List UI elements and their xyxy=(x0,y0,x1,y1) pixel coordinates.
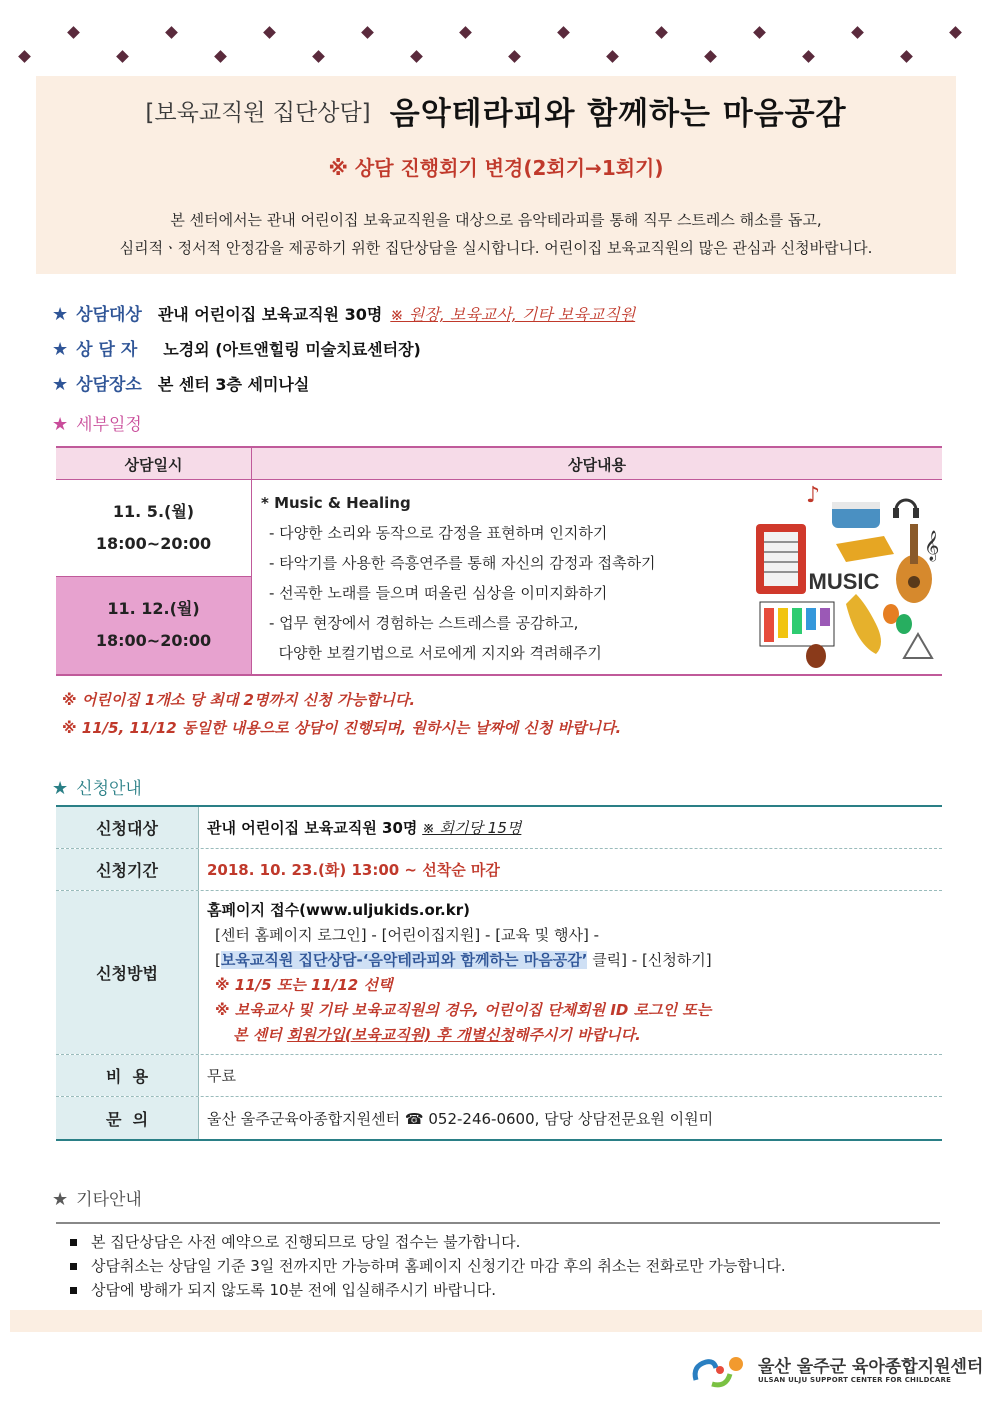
decorative-dot xyxy=(263,26,276,39)
method-note xyxy=(207,1023,934,1048)
row-value xyxy=(199,1097,942,1139)
section-title: 신청안내 xyxy=(76,779,142,799)
schedule-notes xyxy=(62,686,621,742)
row-label: 문 의 xyxy=(56,1097,199,1139)
row-value xyxy=(199,807,942,848)
footer-band xyxy=(10,1310,982,1332)
row-value xyxy=(199,849,942,890)
decorative-dot xyxy=(116,50,129,63)
col-content-header: 상담내용 xyxy=(568,456,626,474)
content-heading: * Music & Healing xyxy=(261,494,411,512)
apply-target-value: 관내 어린이집 보육교직원 30명 xyxy=(207,819,418,837)
table-row xyxy=(56,1097,942,1139)
star-icon: ★ xyxy=(52,339,69,360)
row-label: 비 용 xyxy=(56,1055,199,1096)
col-date-header: 상담일시 xyxy=(124,456,183,474)
apply-table xyxy=(56,805,942,1141)
org-logo xyxy=(690,1350,984,1390)
section-title: 세부일정 xyxy=(76,415,142,435)
note-text: 본 센터 xyxy=(233,1025,287,1044)
row-value xyxy=(199,1055,942,1096)
list-item-text: 상담취소는 상담일 기준 3일 전까지만 가능하며 홈페이지 신청기간 마감 후의 취소는 전화로만 가능합니다. xyxy=(91,1257,786,1275)
note-line: ※ 11/5, 11/12 동일한 내용으로 상담이 진행되며, 원하시는 날짜에 신청 바랍니다. xyxy=(62,719,622,737)
info-value: 노경외 (아트앤힐링 미술치료센터장) xyxy=(163,340,421,359)
org-name-en: ULSAN ULJU SUPPORT CENTER FOR CHILDCARE xyxy=(758,1376,952,1384)
header-banner xyxy=(36,76,956,274)
row-label: 신청방법 xyxy=(56,891,199,1054)
decorative-dot xyxy=(606,50,619,63)
method-note: ※ 보육교사 및 기타 보육교직원의 경우, 어린이집 단체회원 ID 로그인 또는 xyxy=(215,1000,712,1019)
music-instruments-illustration xyxy=(746,484,942,674)
clef-icon: 𝄞 xyxy=(924,531,940,561)
note-text-underlined: 회원가입(보육교직원) 후 개별신청 xyxy=(286,1025,514,1044)
etc-section-title xyxy=(52,1185,142,1210)
schedule-date-1 xyxy=(56,480,251,576)
bracket-text: [ xyxy=(215,950,221,969)
section-title: 기타안내 xyxy=(76,1190,142,1210)
info-counselor xyxy=(52,335,421,360)
date-time: 18:00~20:00 xyxy=(95,631,212,650)
etc-list xyxy=(56,1222,940,1312)
decorative-dot xyxy=(361,26,374,39)
star-icon: ★ xyxy=(52,414,69,435)
intro-line: 본 센터에서는 관내 어린이집 보육교직원을 대상으로 음악테라피를 통해 직무 스트레스 해소를 돕고, xyxy=(170,211,822,229)
method-line: [센터 홈페이지 로그인] - [어린이집지원] - [교육 및 행사] - xyxy=(215,925,600,944)
decorative-dot xyxy=(214,50,227,63)
table-row xyxy=(56,807,942,849)
title-prefix: [보육교직원 집단상담] xyxy=(145,100,371,126)
page-title xyxy=(36,88,956,133)
apply-section-title xyxy=(52,774,142,799)
org-name: 울산 울주군 육아종합지원센터 xyxy=(758,1357,984,1377)
info-target xyxy=(52,300,635,325)
method-note: ※ 11/5 또는 11/12 선택 xyxy=(215,975,393,994)
intro-text xyxy=(10,206,982,262)
list-item xyxy=(70,1278,940,1302)
decorative-dot xyxy=(165,26,178,39)
star-icon: ★ xyxy=(52,304,69,325)
decorative-dot xyxy=(704,50,717,63)
apply-target-note: ※ 회기당 15명 xyxy=(422,819,522,837)
star-icon: ★ xyxy=(52,1189,69,1210)
schedule-section-title xyxy=(52,410,142,435)
content-item: 다양한 보컬기법으로 서로에게 지지와 격려해주기 xyxy=(269,644,602,662)
decorative-dot xyxy=(508,50,521,63)
list-item-text: 본 집단상담은 사전 예약으로 진행되므로 당일 접수는 불가합니다. xyxy=(91,1233,521,1251)
date-day: 11. 12.(월) xyxy=(107,599,200,618)
info-note: ※ 원장, 보육교사, 기타 보육교직원 xyxy=(390,305,636,324)
row-label: 신청대상 xyxy=(56,807,199,848)
bullet-icon xyxy=(70,1263,77,1270)
list-item xyxy=(70,1254,940,1278)
decorative-dot xyxy=(851,26,864,39)
decorative-dot xyxy=(312,50,325,63)
schedule-table xyxy=(56,446,942,676)
star-icon: ★ xyxy=(52,778,69,799)
apply-period-value: 2018. 10. 23.(화) 13:00 ~ 선착순 마감 xyxy=(207,861,500,879)
content-item: - 선곡한 노래를 들으며 떠올린 심상을 이미지화하기 xyxy=(269,584,608,602)
list-item xyxy=(70,1230,940,1254)
music-label: MUSIC xyxy=(808,569,880,594)
table-row xyxy=(56,1055,942,1097)
decorative-dot xyxy=(949,26,962,39)
info-label: 상담장소 xyxy=(76,375,142,395)
decorative-dot xyxy=(557,26,570,39)
date-time: 18:00~20:00 xyxy=(95,534,212,553)
info-place xyxy=(52,370,309,395)
violin-icon xyxy=(806,644,826,668)
list-item-text: 상담에 방해가 되지 않도록 10분 전에 입실해주시기 바랍니다. xyxy=(91,1281,496,1299)
intro-line: 심리적ㆍ정서적 안정감을 제공하기 위한 집단상담을 실시합니다. 어린이집 보육교직원의 많은 관심과 신청바랍니다. xyxy=(119,239,873,257)
table-row xyxy=(56,891,942,1055)
info-value: 본 센터 3층 세미나실 xyxy=(157,375,310,394)
decorative-dot xyxy=(753,26,766,39)
schedule-content xyxy=(261,488,761,668)
schedule-header xyxy=(56,448,942,480)
cost-value: 무료 xyxy=(207,1067,236,1085)
row-label: 신청기간 xyxy=(56,849,199,890)
decorative-dot xyxy=(655,26,668,39)
contact-value: 울산 울주군육아종합지원센터 ☎ 052-246-0600, 담당 상담전문요원 이원미 xyxy=(207,1109,714,1128)
decorative-dot xyxy=(18,50,31,63)
decorative-dot xyxy=(410,50,423,63)
program-link[interactable]: 보육교직원 집단상담-‘음악테라피와 함께하는 마음공감’ xyxy=(220,950,588,969)
bullet-icon xyxy=(70,1239,77,1246)
music-note-icon: ♪ xyxy=(806,484,821,508)
content-item: - 타악기를 사용한 즉흥연주를 통해 자신의 감정과 접촉하기 xyxy=(269,554,656,572)
note-text: 해주시기 바랍니다. xyxy=(513,1025,641,1044)
info-label: 상담대상 xyxy=(76,305,142,325)
method-line-tail: 클릭] - [신청하기] xyxy=(587,950,712,969)
bullet-icon xyxy=(70,1287,77,1294)
schedule-date-2 xyxy=(56,576,251,674)
decorative-dot xyxy=(459,26,472,39)
info-value: 관내 어린이집 보육교직원 30명 xyxy=(157,305,383,324)
date-day: 11. 5.(월) xyxy=(112,502,195,521)
method-line xyxy=(207,948,934,973)
subtitle: ※ 상담 진행회기 변경(2회기→1회기) xyxy=(328,156,664,180)
method-line: 홈페이지 접수(www.uljukids.or.kr) xyxy=(207,900,470,919)
table-row xyxy=(56,849,942,891)
decorative-dot xyxy=(802,50,815,63)
row-value xyxy=(199,891,942,1054)
decorative-dot xyxy=(900,50,913,63)
note-line: ※ 어린이집 1개소 당 최대 2명까지 신청 가능합니다. xyxy=(62,691,416,709)
decorative-dot xyxy=(67,26,80,39)
table-divider xyxy=(251,448,252,674)
decorative-dot-border xyxy=(16,26,976,66)
info-label: 상 담 자 xyxy=(76,340,138,360)
star-icon: ★ xyxy=(52,374,69,395)
logo-mark-icon xyxy=(690,1350,750,1390)
title-main: 음악테라피와 함께하는 마음공감 xyxy=(389,96,847,132)
content-item: - 업무 현장에서 경험하는 스트레스를 공감하고, xyxy=(269,614,579,632)
content-item: - 다양한 소리와 동작으로 감정을 표현하며 인지하기 xyxy=(269,524,608,542)
